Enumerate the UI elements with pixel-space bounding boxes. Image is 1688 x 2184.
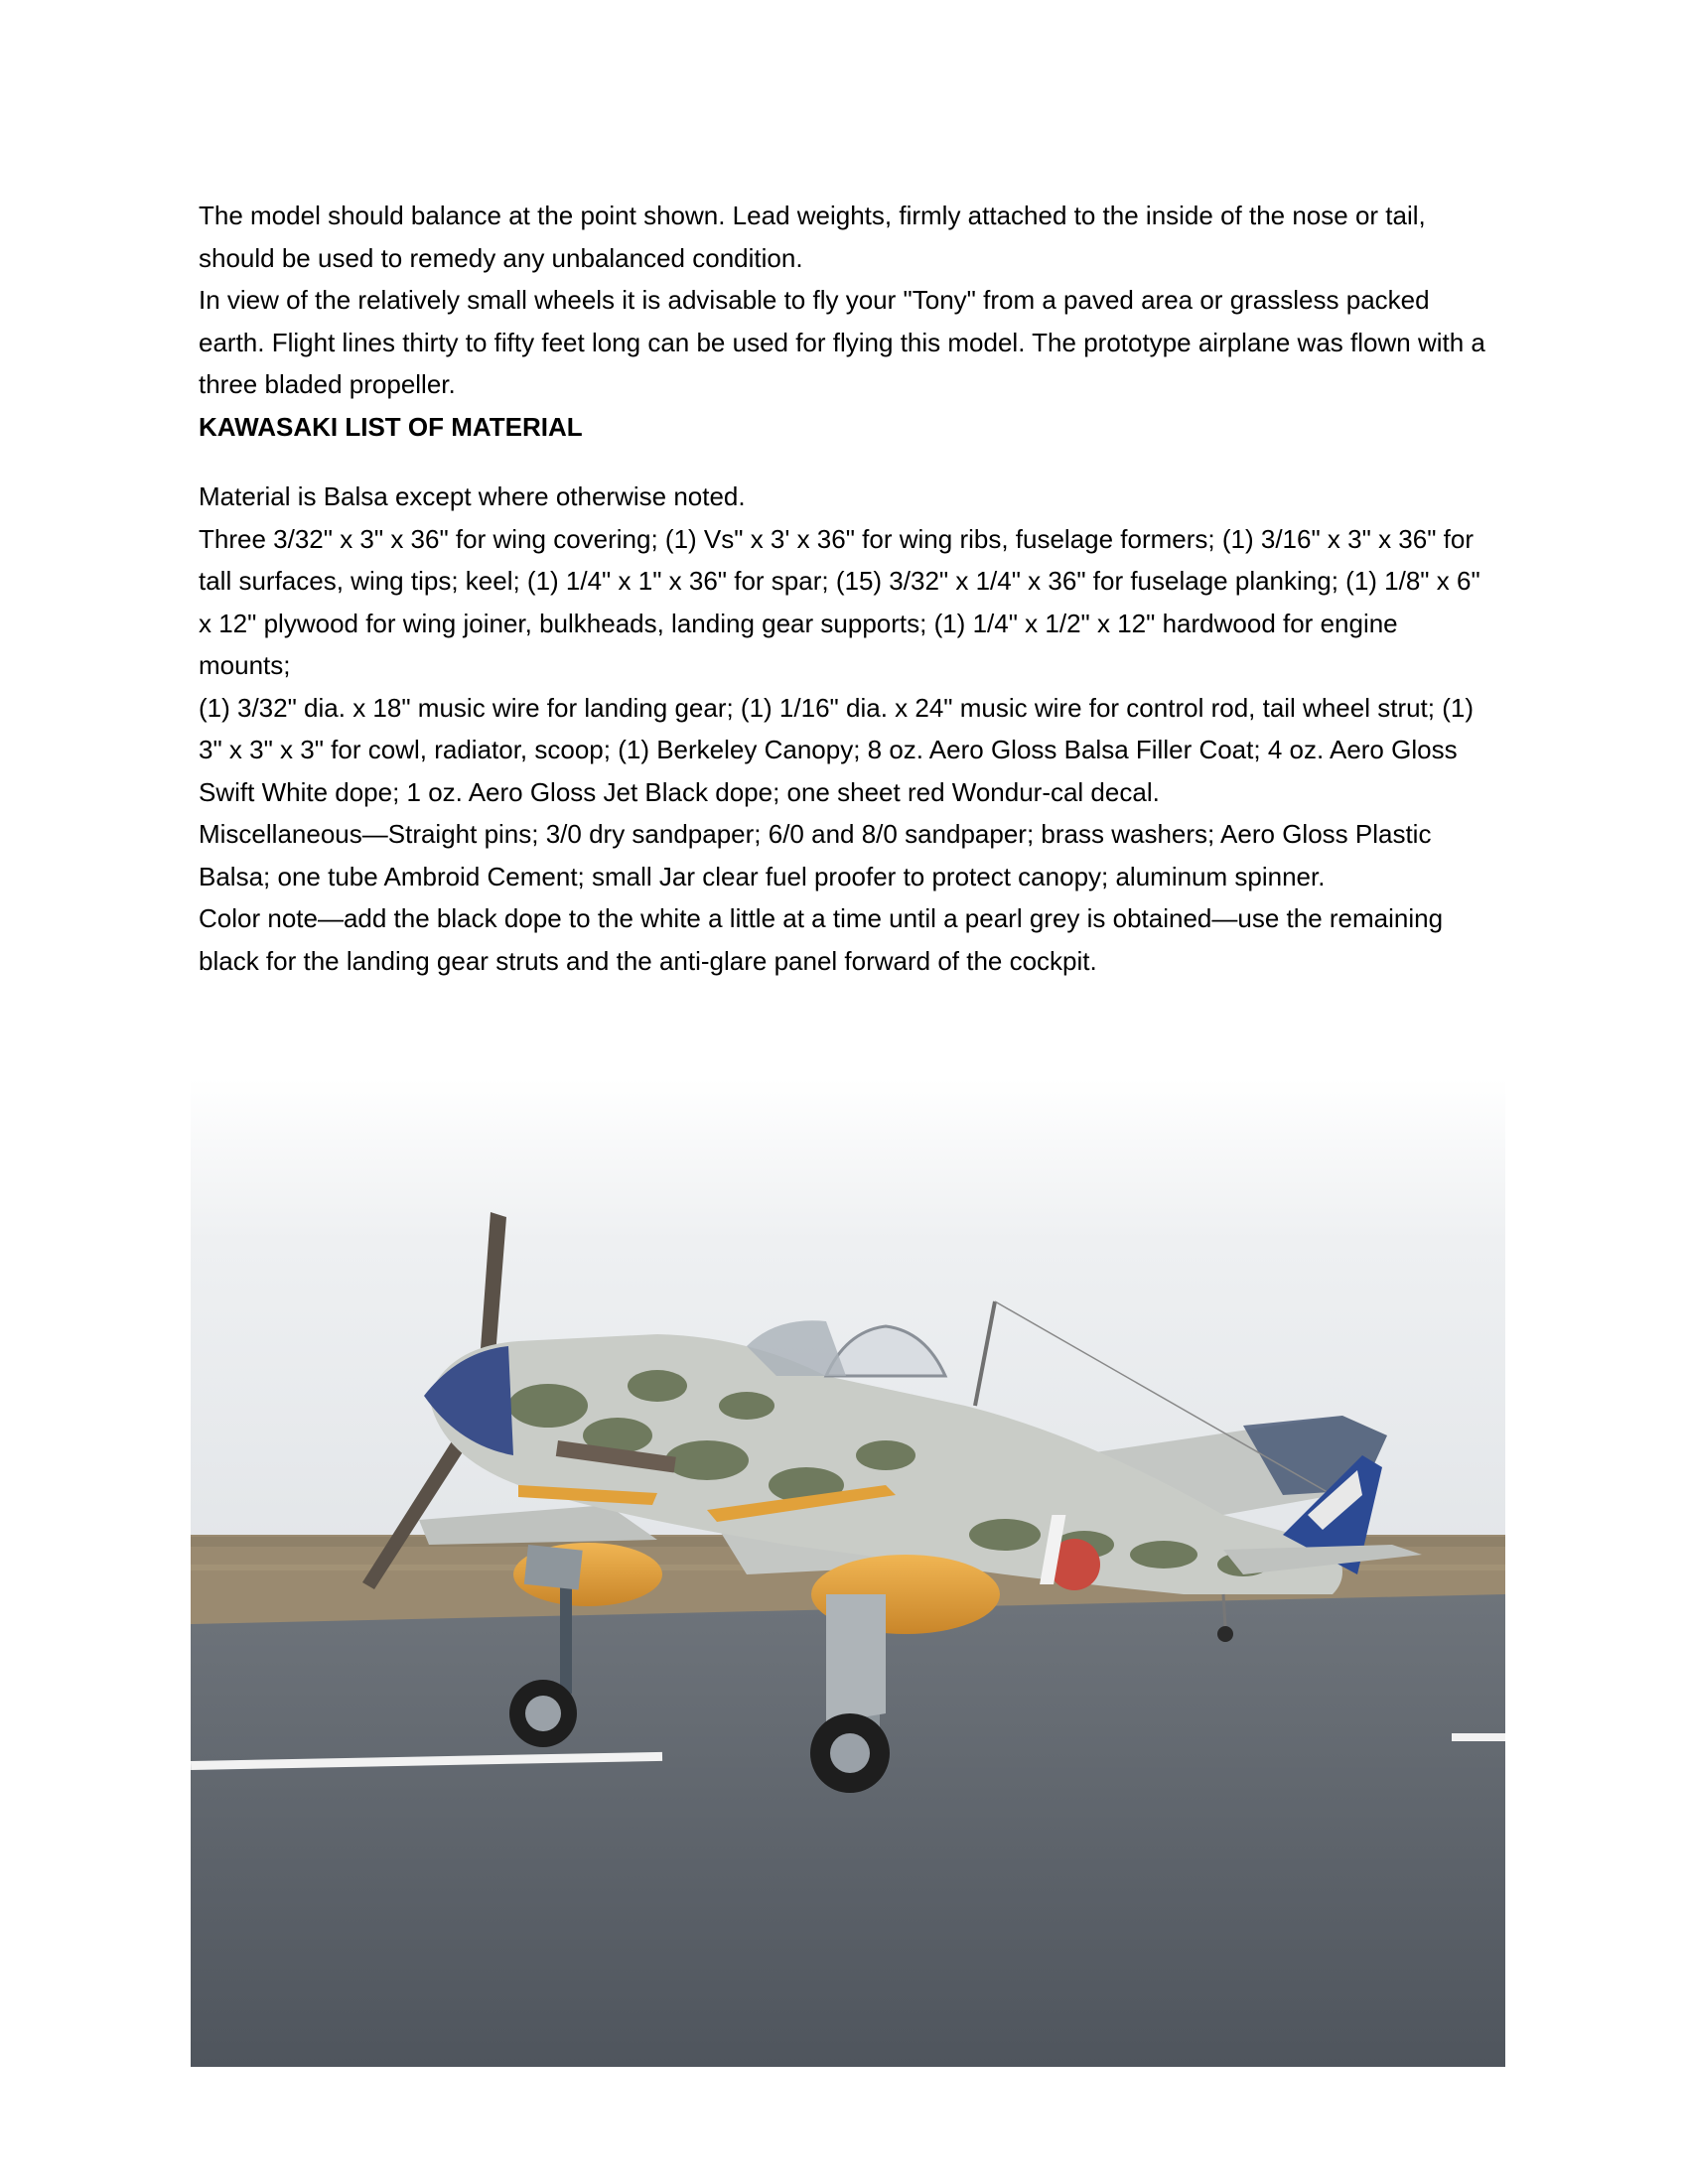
tail-wheel [1217,1626,1233,1642]
right-wheel [810,1713,890,1793]
material-list-heading: KAWASAKI LIST OF MATERIAL [199,411,583,442]
paragraph-balance: The model should balance at the point shown. Lead weights, firmly attached to the inside of the nose or tail, should be used to remedy any unbalanced condition. [199,201,1426,273]
airplane-photo-illustration [191,1078,1505,2067]
paragraph-color-note: Color note—add the black dope to the white a little at a time until a pearl grey is obtained—use the remaining black for the landing gear struts and the anti-glare panel forward of the cockpit. [199,903,1444,976]
paragraph-material-wood: Three 3/32" x 3" x 36" for wing covering; (1) Vs" x 3' x 36" for wing ribs, fuselage formers; (1) 3/16" x 3" x 36" for tall surfaces, wing tips; keel; (1) 1/4" x 1" x 36" for spar; (15) 3/32" x 1/4" x 36" for fuselage planking; (1) 1/8" x 6" x 12" plywood for wing joiner, bulkheads, landing gear supports; (1) 1/4" x 1/2" x 12" hardwood for engine mounts; [199,523,1480,680]
document-text [199,195,1489,982]
paragraph-material-wire: (1) 3/32" dia. x 18" music wire for landing gear; (1) 1/16" dia. x 24" music wire for control rod, tail wheel strut; (1) 3" x 3" x 3" for cowl, radiator, scoop; (1) Berkeley Canopy; 8 oz. Aero Gloss Balsa Filler Coat; 4 oz. Aero Gloss Swift White dope; 1 oz. Aero Gloss Jet Black dope; one sheet red Wondur-cal decal. [199,692,1475,807]
airplane-photo [191,1078,1505,2067]
runway-stripe [1452,1733,1505,1741]
paragraph-material-misc: Miscellaneous—Straight pins; 3/0 dry sandpaper; 6/0 and 8/0 sandpaper; brass washers; Aero Gloss Plastic Balsa; one tube Ambroid Cement; small Jar clear fuel proofer to protect canopy; aluminum spinner. [199,819,1432,891]
paragraph-material-intro: Material is Balsa except where otherwise noted. [199,481,746,511]
paragraph-flying: In view of the relatively small wheels it is advisable to fly your "Tony" from a paved area or grassless packed earth. Flight lines thirty to fifty feet long can be used for flying this model. The prototype airplane was flown with a three bladed propeller. [199,285,1485,399]
left-wheel [509,1680,577,1747]
paragraph-spacer [199,448,1489,476]
